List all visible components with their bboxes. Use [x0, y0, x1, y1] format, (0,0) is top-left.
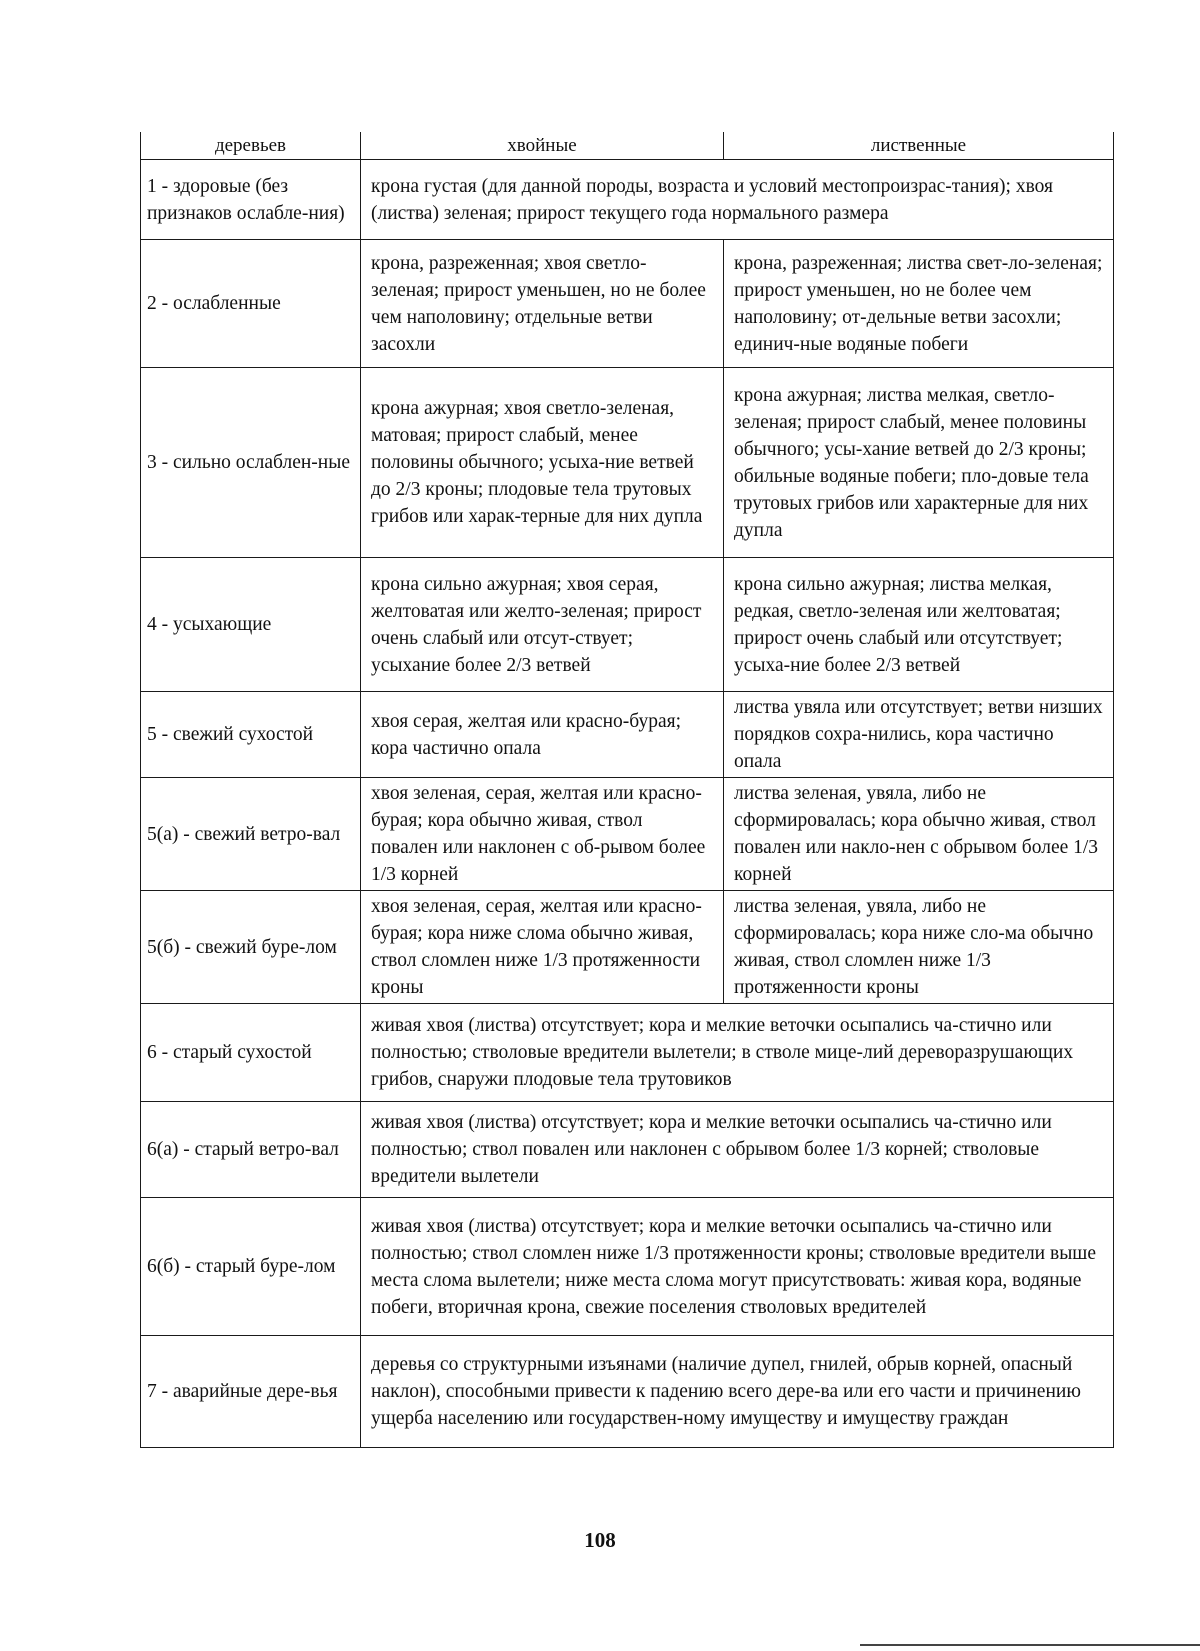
header-trees: деревьев — [141, 132, 361, 160]
deciduous-description: листва зеленая, увяла, либо не сформировалась; кора ниже сло-ма обычно живая, ствол сломлен ниже 1/3 протяженности кроны — [724, 891, 1114, 1004]
conifer-description: хвоя зеленая, серая, желтая или красно-бурая; кора ниже слома обычно живая, ствол сломлен ниже 1/3 протяженности кроны — [361, 891, 724, 1004]
table-row — [141, 692, 1114, 778]
category-cell: 6(а) - старый ветро-вал — [141, 1102, 361, 1198]
conifer-description: крона, разреженная; хвоя светло-зеленая; прирост уменьшен, но не более чем наполовину; отдельные ветви засохли — [361, 240, 724, 368]
category-cell: 2 - ослабленные — [141, 240, 361, 368]
table-row — [141, 1198, 1114, 1336]
category-cell: 6 - старый сухостой — [141, 1004, 361, 1102]
table-row — [141, 1336, 1114, 1448]
category-cell: 1 - здоровые (без признаков ослабле-ния) — [141, 160, 361, 240]
merged-description: живая хвоя (листва) отсутствует; кора и мелкие веточки осыпались ча-стично или полностью; стволовые вредители вылетели; в стволе мице-лий дереворазрушающих грибов, снаружи плодовые тела трутовиков — [361, 1004, 1114, 1102]
bottom-edge-line — [860, 1644, 1200, 1646]
merged-description: живая хвоя (листва) отсутствует; кора и мелкие веточки осыпались ча-стично или полностью; ствол повален или наклонен с обрывом более 1/3 корней; стволовые вредители вылетели — [361, 1102, 1114, 1198]
header-conifers: хвойные — [361, 132, 724, 160]
page-number: 108 — [584, 1528, 616, 1552]
merged-description: крона густая (для данной породы, возраста и условий местопроизрас-тания); хвоя (листва) зеленая; прирост текущего года нормального размера — [361, 160, 1114, 240]
conifer-description: хвоя серая, желтая или красно-бурая; кора частично опала — [361, 692, 724, 778]
category-cell: 7 - аварийные дере-вья — [141, 1336, 361, 1448]
table-row — [141, 558, 1114, 692]
table-row — [141, 160, 1114, 240]
conifer-description: крона ажурная; хвоя светло-зеленая, матовая; прирост слабый, менее половины обычного; усыха-ние ветвей до 2/3 кроны; плодовые тела трутовых грибов или харак-терные для них дупла — [361, 368, 724, 558]
deciduous-description: листва увяла или отсутствует; ветви низших порядков сохра-нились, кора частично опала — [724, 692, 1114, 778]
table-header-row — [141, 132, 1114, 160]
conifer-description: крона сильно ажурная; хвоя серая, желтоватая или желто-зеленая; прирост очень слабый или отсут-ствует; усыхание более 2/3 ветвей — [361, 558, 724, 692]
tree-condition-table — [140, 132, 1114, 1448]
category-cell: 5(б) - свежий буре-лом — [141, 891, 361, 1004]
conifer-description: хвоя зеленая, серая, желтая или красно-бурая; кора обычно живая, ствол повален или наклонен с об-рывом более 1/3 корней — [361, 778, 724, 891]
table-row — [141, 1102, 1114, 1198]
table-row — [141, 368, 1114, 558]
table-row — [141, 1004, 1114, 1102]
deciduous-description: крона сильно ажурная; листва мелкая, редкая, светло-зеленая или желтоватая; прирост очень слабый или отсутствует; усыха-ние более 2/3 ветвей — [724, 558, 1114, 692]
merged-description: живая хвоя (листва) отсутствует; кора и мелкие веточки осыпались ча-стично или полностью; ствол сломлен ниже 1/3 протяженности кроны; стволовые вредители выше места слома вылетели; ниже места слома могут присутствовать: живая кора, водяные побеги, вторичная крона, свежие поселения стволовых вредителей — [361, 1198, 1114, 1336]
category-cell: 6(б) - старый буре-лом — [141, 1198, 361, 1336]
deciduous-description: листва зеленая, увяла, либо не сформировалась; кора обычно живая, ствол повален или накло-нен с обрывом более 1/3 корней — [724, 778, 1114, 891]
header-deciduous: лиственные — [724, 132, 1114, 160]
deciduous-description: крона, разреженная; листва свет-ло-зеленая; прирост уменьшен, но не более чем наполовину; от-дельные ветви засохли; единич-ные водяные побеги — [724, 240, 1114, 368]
deciduous-description: крона ажурная; листва мелкая, светло-зеленая; прирост слабый, менее половины обычного; усы-хание ветвей до 2/3 кроны; обильные водяные побеги; пло-довые тела трутовых грибов или характерные для них дупла — [724, 368, 1114, 558]
category-cell: 3 - сильно ослаблен-ные — [141, 368, 361, 558]
category-cell: 5 - свежий сухостой — [141, 692, 361, 778]
category-cell: 5(а) - свежий ветро-вал — [141, 778, 361, 891]
merged-description: деревья со структурными изъянами (наличие дупел, гнилей, обрыв корней, опасный наклон), способными привести к падению всего дере-ва или его части и причинению ущерба населению или государствен-ному имуществу и имуществу граждан — [361, 1336, 1114, 1448]
category-cell: 4 - усыхающие — [141, 558, 361, 692]
table-row — [141, 240, 1114, 368]
table-row — [141, 778, 1114, 891]
table-row — [141, 891, 1114, 1004]
